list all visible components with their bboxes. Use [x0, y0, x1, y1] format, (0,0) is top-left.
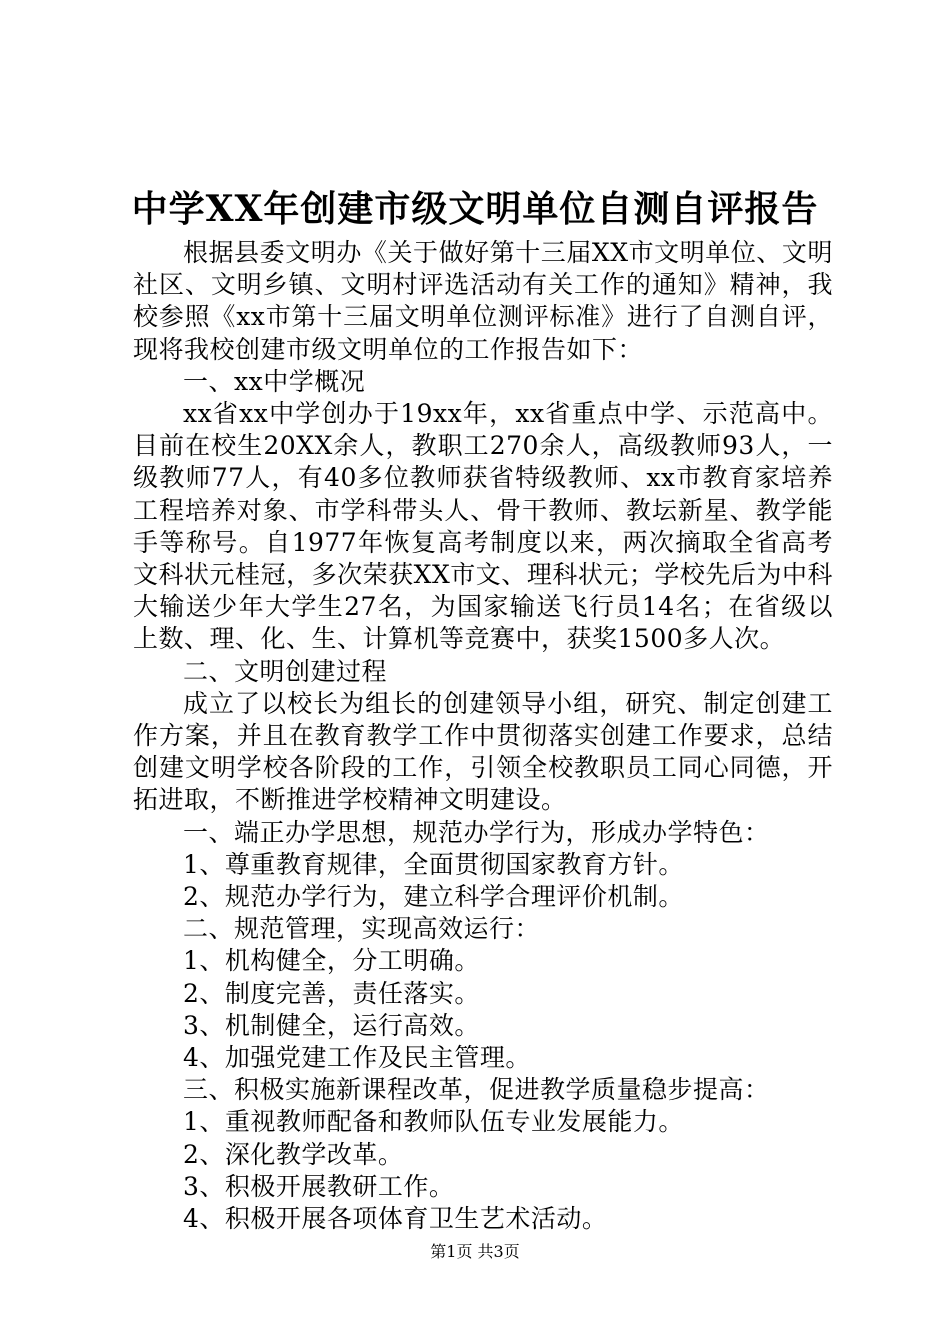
- page-footer: 第1页 共3页: [430, 1242, 520, 1261]
- list-item: 1、尊重教育规律，全面贯彻国家教育方针。: [183, 849, 684, 879]
- list-item: 4、加强党建工作及民主管理。: [183, 1043, 531, 1073]
- list-item: 三、积极实施新课程改革，促进教学质量稳步提高：: [183, 1075, 770, 1105]
- section-heading: 一、xx中学概况: [183, 366, 366, 396]
- list-item: 二、规范管理，实现高效运行：: [183, 914, 541, 944]
- intro-paragraph: 根据县委文明办《关于做好第十三届XX市文明单位、文明社区、文明乡镇、文明村评选活动有关工作的通知》精神，我校参照《xx市第十三届文明单位测评标准》进行了自测自评，现将我校创建市级文明单位的工作报告如下：: [133, 238, 833, 364]
- list-item: 2、深化教学改革。: [183, 1139, 404, 1169]
- list-item: 1、机构健全，分工明确。: [183, 946, 480, 976]
- list-item: 3、机制健全，运行高效。: [183, 1010, 480, 1040]
- school-overview-paragraph: xx省xx中学创办于19xx年，xx省重点中学、示范高中。目前在校生20XX余人，教职工270余人，高级教师93人，一级教师77人，有40多位教师获省特级教师、xx市教育家培养工程培养对象、市学科带头人、骨干教师、教坛新星、教学能手等称号。自1977年恢复高考制度以来，两次摘取全省高考文科状元桂冠，多次荣获XX市文、理科状元；学校先后为中科大输送少年大学生27名，为国家输送飞行员14名；在省级以上数、理、化、生、计算机等竞赛中，获奖1500多人次。: [133, 399, 833, 654]
- list-item: 一、端正办学思想，规范办学行为，形成办学特色：: [183, 817, 770, 847]
- creation-process-paragraph: 成立了以校长为组长的创建领导小组，研究、制定创建工作方案，并且在教育教学工作中贯彻落实创建工作要求，总结创建文明学校各阶段的工作，引领全校教职员工同心同德，开拓进取，不断推进学校精神文明建设。: [133, 688, 833, 815]
- list-item: 4、积极开展各项体育卫生艺术活动。: [183, 1204, 608, 1234]
- list-item: 2、规范办学行为，建立科学合理评价机制。: [183, 882, 684, 912]
- section-heading: 二、文明创建过程: [183, 656, 388, 686]
- document-title: 中学XX年创建市级文明单位自测自评报告: [131, 188, 819, 230]
- document-body: [133, 237, 833, 1235]
- list-item: 2、制度完善，责任落实。: [183, 978, 480, 1008]
- list-item: 3、积极开展教研工作。: [183, 1171, 455, 1201]
- list-item: 1、重视教师配备和教师队伍专业发展能力。: [183, 1107, 684, 1137]
